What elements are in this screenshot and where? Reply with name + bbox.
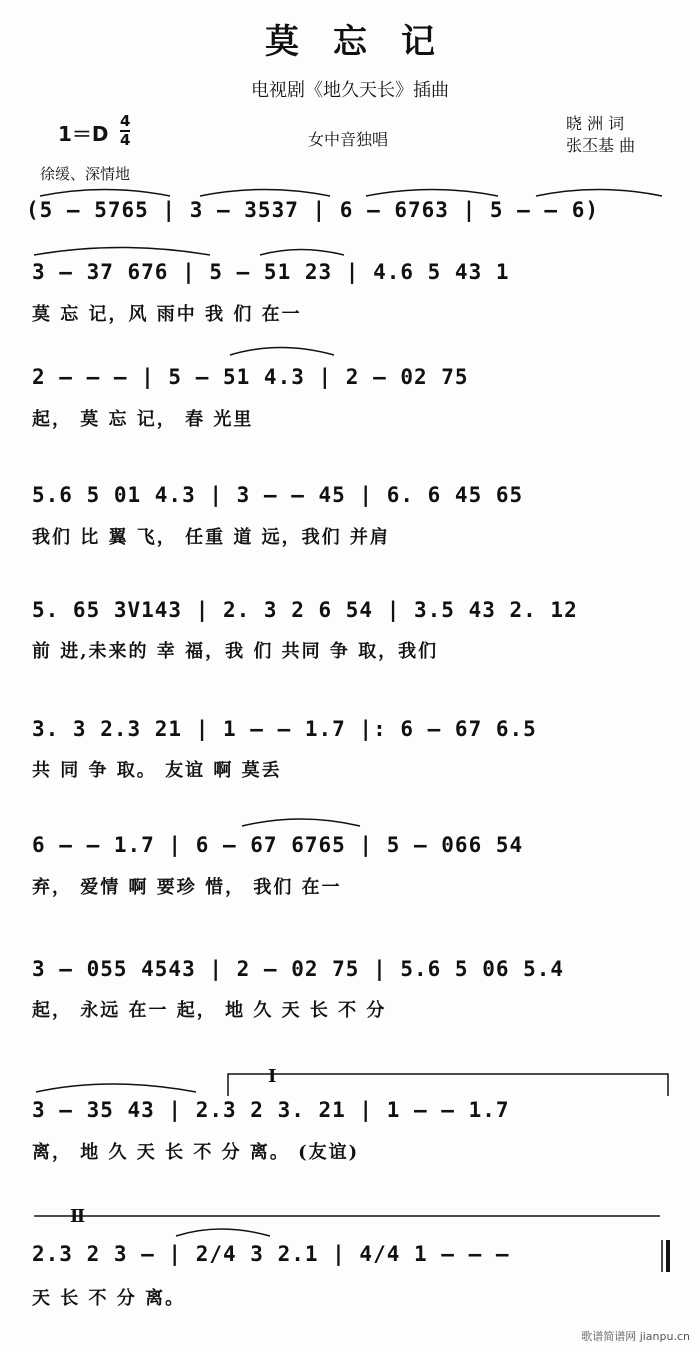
- lyricist: 晓 洲 词: [566, 114, 625, 133]
- meter-bottom: 4: [120, 131, 131, 149]
- slur-arc: [536, 190, 662, 197]
- score-line-lyrics: 我们 比 翼 飞， 任重 道 远，我们 并肩: [32, 527, 390, 548]
- slur-arc: [200, 190, 330, 197]
- meter-top: 4: [120, 112, 131, 130]
- score-line-notes: 5. 65 3V143 | 2. 3 2 6 54 | 3.5 43 2. 12: [32, 598, 578, 622]
- score-line-lyrics: 弃， 爱情 啊 要珍 惜， 我们 在一: [32, 877, 342, 898]
- ending-label-second: Ⅱ: [70, 1206, 86, 1227]
- score-line-lyrics: 前 进,未来的 幸 福，我 们 共同 争 取，我们: [32, 641, 439, 662]
- slur-arc: [242, 819, 360, 826]
- slur-arc: [34, 248, 210, 256]
- score-line-notes: 6 — — 1.7 | 6 — 67 6765 | 5 — 066 54: [32, 833, 524, 857]
- score-line-notes: 2.3 2 3 — | 2/4 3 2.1 | 4/4 1 — — —: [32, 1242, 510, 1266]
- slur-arc: [40, 190, 170, 197]
- slur-arc: [366, 190, 498, 197]
- score-line-notes: 3 — 37 676 | 5 — 51 23 | 4.6 5 43 1: [32, 260, 510, 284]
- score-line-notes: 3. 3 2.3 21 | 1 — — 1.7 |: 6 — 67 6.5: [32, 717, 537, 741]
- slur-arc: [36, 1084, 196, 1092]
- score-line-notes: 5.6 5 01 4.3 | 3 — — 45 | 6. 6 45 65: [32, 483, 524, 507]
- score-line-lyrics: 共 同 争 取。 友谊 啊 莫丢: [32, 760, 282, 781]
- score-line-lyrics: 起， 莫 忘 记， 春 光里: [32, 409, 254, 430]
- score-line-lyrics: 莫 忘 记，风 雨中 我 们 在一: [32, 304, 302, 325]
- tempo-marking: 徐缓、深情地: [40, 165, 131, 183]
- intro-notes: (5 — 5765 | 3 — 3537 | 6 — 6763 | 5 — — 6): [26, 198, 600, 222]
- score-line-notes: 3 — 055 4543 | 2 — 02 75 | 5.6 5 06 5.4: [32, 957, 565, 981]
- slur-arc: [260, 250, 344, 256]
- slur-arc: [230, 348, 334, 356]
- song-title: 莫忘记: [265, 22, 469, 62]
- key-signature: 1＝D: [58, 122, 109, 146]
- watermark: 歌谱简谱网 jianpu.cn: [581, 1330, 690, 1343]
- song-subtitle: 电视剧《地久天长》插曲: [251, 80, 449, 101]
- score-line-notes: 3 — 35 43 | 2.3 2 3. 21 | 1 — — 1.7: [32, 1098, 510, 1122]
- score-line-notes: 2 — — — | 5 — 51 4.3 | 2 — 02 75: [32, 365, 469, 389]
- score-line-lyrics: 离， 地 久 天 长 不 分 离。 (友谊): [32, 1142, 360, 1163]
- composer: 张丕基 曲: [566, 136, 636, 155]
- slur-arc: [176, 1229, 270, 1236]
- score-line-lyrics: 起， 永远 在一 起， 地 久 天 长 不 分: [32, 1000, 387, 1021]
- voice-type: 女中音独唱: [308, 130, 389, 149]
- ending-label-first: Ⅰ: [268, 1066, 277, 1087]
- first-ending-bracket: [228, 1074, 668, 1096]
- score-line-lyrics: 天 长 不 分 离。: [32, 1288, 186, 1309]
